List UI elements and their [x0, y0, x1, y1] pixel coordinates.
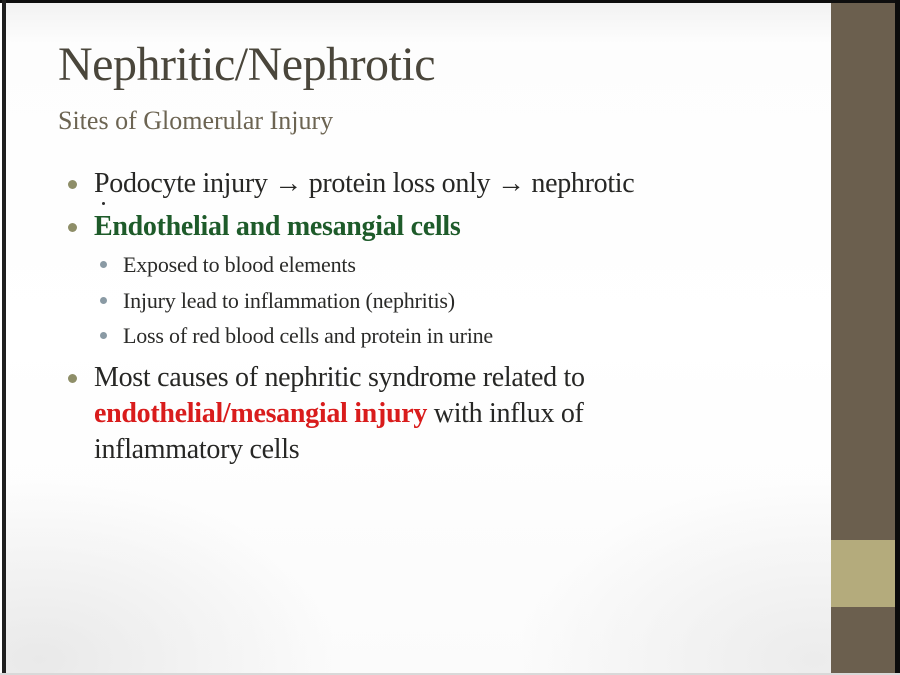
- bullet-dot-icon: [68, 180, 77, 189]
- sub-bullet-loss-rbc-protein: [100, 321, 493, 350]
- bullet-dot-icon: [68, 223, 77, 232]
- sub-bullet-dot-icon: [100, 297, 107, 304]
- bullet3-line2: [94, 396, 585, 432]
- right-accent-band: [831, 0, 895, 675]
- bullet3-line1: Most causes of nephritic syndrome related to: [94, 362, 585, 393]
- top-letterbox-bar: [0, 0, 900, 3]
- bullet-text: [94, 360, 585, 468]
- bullet1-pre: Podocyte injury: [94, 168, 275, 199]
- left-edge-strip: [2, 0, 6, 675]
- bullet1-post: nephrotic: [524, 168, 635, 199]
- sub-bullet-text: Injury lead to inflammation (nephritis): [123, 288, 455, 313]
- sub-bullet-text: Exposed to blood elements: [123, 252, 356, 277]
- accent-highlight-block: [831, 540, 895, 607]
- sub-bullet-exposed-blood: [100, 250, 356, 279]
- bullet3-red-emphasis: endothelial/mesangial injury: [94, 398, 428, 429]
- bullet3-line3: inflammatory cells: [94, 434, 300, 465]
- bullet-podocyte-injury: [68, 166, 634, 202]
- bullet3-line2-rest: with influx of: [427, 398, 584, 429]
- bullet-text: [94, 166, 634, 202]
- slide-subtitle: Sites of Glomerular Injury: [58, 106, 334, 135]
- slide-title: Nephritic/Nephrotic: [58, 38, 436, 91]
- bullet-dot-icon: [68, 374, 77, 383]
- sub-bullet-dot-icon: [100, 332, 107, 339]
- right-edge-strip: [895, 0, 900, 675]
- stray-mark: [102, 202, 105, 205]
- bullet-endothelial-mesangial: [68, 209, 460, 245]
- sub-bullet-text: Loss of red blood cells and protein in urine: [123, 323, 494, 348]
- bullet-most-causes: [68, 360, 585, 468]
- sub-bullet-injury-inflammation: [100, 286, 455, 315]
- sub-bullet-dot-icon: [100, 261, 107, 268]
- right-arrow-icon: →: [496, 168, 525, 199]
- bullet-text-green-bold: Endothelial and mesangial cells: [94, 211, 461, 242]
- right-arrow-icon: →: [274, 168, 302, 199]
- bullet1-mid: protein loss only: [302, 168, 497, 199]
- slide-canvas: [6, 3, 831, 673]
